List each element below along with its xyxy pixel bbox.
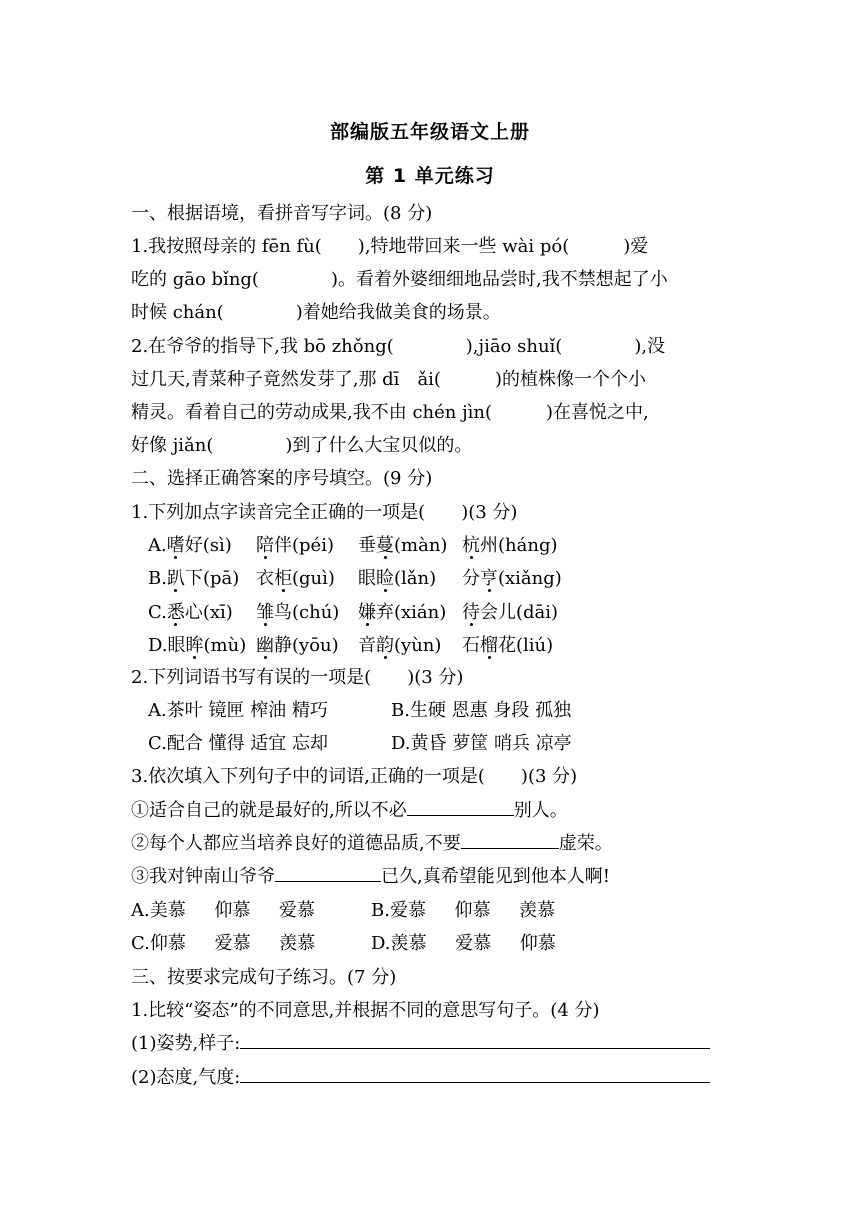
item-char: 趴 xyxy=(166,568,185,589)
s1-q1-line1: 1.我按照母亲的 fēn fù( ),特地带回来一些 wài pó( )爱 xyxy=(131,236,649,257)
item-text: 静(yōu) xyxy=(274,635,339,656)
item-char: 待 xyxy=(462,602,480,623)
s3-q1: 1.比较“姿态”的不同意思,并根据不同的意思写句子。(4 分) xyxy=(131,1000,600,1021)
item-text: 好(sì) xyxy=(184,535,232,556)
page-title: 部编版五年级语文上册 xyxy=(329,121,530,143)
q1-option-item xyxy=(462,629,553,662)
item-char: 嗜 xyxy=(166,535,185,556)
option-letter: D. xyxy=(148,635,168,656)
section2-heading: 二、选择正确答案的序号填空。(9 分) xyxy=(131,468,433,489)
s2-q3-sentence2: ②每个人都应当培养良好的道德品质,不要 虚荣。 xyxy=(131,827,731,860)
option-letter: A. xyxy=(148,535,167,556)
q1-option-row xyxy=(148,629,668,662)
item-text: 睑(lǎn) xyxy=(376,568,437,589)
s2-q3: 3.依次填入下列句子中的词语,正确的一项是( )(3 分) xyxy=(131,766,578,787)
s2-q1: 1.下列加点字读音完全正确的一项是( )(3 分) xyxy=(131,502,518,523)
s1-q1-line2: 吃的 gāo bǐng( )。看着外婆细细地品尝时,我不禁想起了小 xyxy=(131,269,668,290)
s1-q2-line1: 2.在爷爷的指导下,我 bō zhǒng( ),jiāo shuǐ( ),没 xyxy=(131,336,666,357)
q1-option-item xyxy=(148,629,246,662)
option-letter: C. xyxy=(148,602,167,623)
s2-q3-option-d: D.羡慕 爱慕 仰慕 xyxy=(371,933,556,954)
item-text: 州(háng) xyxy=(480,535,558,556)
q1-option-item xyxy=(358,562,436,595)
s2-q3-option-b: B.爱慕 仰慕 羡慕 xyxy=(371,900,556,921)
s1-q2-line3: 精灵。看着自己的劳动成果,我不由 chén jìn( )在喜悦之中, xyxy=(131,402,649,423)
item-char: 雏 xyxy=(256,602,274,623)
item-text: 亨(xiǎng) xyxy=(480,568,562,589)
item-char: 分 xyxy=(462,568,480,589)
item-char: 杭 xyxy=(462,535,480,556)
item-char: 石 xyxy=(462,635,480,656)
s2-q3-sentence3: ③我对钟南山爷爷 已久,真希望能见到他本人啊! xyxy=(131,860,731,893)
q1-option-item xyxy=(256,596,339,629)
item-text: 韵(yùn) xyxy=(376,635,442,656)
s1-q2-line2: 过几天,青菜种子竟然发芽了,那 dī ǎi( )的植株像一个个小 xyxy=(131,369,646,390)
q1-option-item xyxy=(462,529,557,562)
s2-q2-option-a: A.茶叶 镜匣 榨油 精巧 xyxy=(148,700,328,721)
option-letter: B. xyxy=(148,568,167,589)
blank-line[interactable] xyxy=(275,863,381,882)
blank-line[interactable] xyxy=(461,830,559,849)
q1-option-item xyxy=(358,529,447,562)
item-text: 弃(xián) xyxy=(376,602,447,623)
s1-q1-line3: 时候 chán( )着她给我做美食的场景。 xyxy=(131,302,501,323)
s3-answer2: (2)态度,气度: xyxy=(131,1061,731,1094)
item-text: 伴(péi) xyxy=(274,535,334,556)
s2-q2: 2.下列词语书写有误的一项是( )(3 分) xyxy=(131,667,464,688)
item-char: 悉 xyxy=(166,602,185,623)
item-char: 音 xyxy=(358,635,376,656)
item-char: 眼 xyxy=(167,635,186,656)
q1-option-item xyxy=(256,629,339,662)
answer-line[interactable] xyxy=(240,1064,710,1083)
item-char: 眼 xyxy=(358,568,376,589)
q1-option-item xyxy=(462,596,558,629)
q1-option-item xyxy=(462,562,562,595)
q1-option-item xyxy=(256,562,335,595)
q1-option-row xyxy=(148,596,668,629)
q1-option-item xyxy=(358,596,446,629)
q1-option-item xyxy=(148,596,233,629)
q1-option-row xyxy=(148,529,668,562)
q1-option-row xyxy=(148,562,668,595)
q1-option-item xyxy=(148,562,239,595)
answer-line[interactable] xyxy=(240,1030,710,1049)
item-char: 垂 xyxy=(358,535,376,556)
s2-q3-option-c: C.仰慕 爱慕 羡慕 xyxy=(131,933,316,954)
q1-option-item xyxy=(148,529,232,562)
item-text: 眸(mù) xyxy=(185,635,247,656)
q1-option-item xyxy=(256,529,334,562)
page-subtitle: 第 1 单元练习 xyxy=(365,165,495,187)
item-text: 会儿(dāi) xyxy=(480,602,559,623)
s2-q3-option-a: A.美慕 仰慕 爱慕 xyxy=(131,900,315,921)
item-text: 鸟(chú) xyxy=(274,602,340,623)
item-text: 蔓(màn) xyxy=(376,535,448,556)
item-char: 嫌 xyxy=(358,602,376,623)
item-char: 衣 xyxy=(256,568,274,589)
item-char: 幽 xyxy=(256,635,274,656)
s2-q3-sentence1: ①适合自己的就是最好的,所以不必 别人。 xyxy=(131,794,731,827)
section3-heading: 三、按要求完成句子练习。(7 分) xyxy=(131,967,397,988)
s2-q2-option-c: C.配合 懂得 适宜 忘却 xyxy=(148,733,329,754)
s2-q2-option-d: D.黄昏 萝筐 哨兵 凉亭 xyxy=(391,733,572,754)
s3-answer1: (1)姿势,样子: xyxy=(131,1027,731,1060)
q1-option-item xyxy=(358,629,441,662)
s1-q2-line4: 好像 jiǎn( )到了什么大宝贝似的。 xyxy=(131,435,473,456)
section1-heading: 一、根据语境，看拼音写字词。(8 分) xyxy=(131,203,433,224)
blank-line[interactable] xyxy=(407,797,514,816)
s2-q2-option-b: B.生硬 恩惠 身段 孤独 xyxy=(391,700,572,721)
item-text: 下(pā) xyxy=(184,568,240,589)
item-text: 柜(guì) xyxy=(274,568,335,589)
item-text: 榴花(liú) xyxy=(480,635,554,656)
item-text: 心(xī) xyxy=(184,602,233,623)
item-char: 陪 xyxy=(256,535,274,556)
